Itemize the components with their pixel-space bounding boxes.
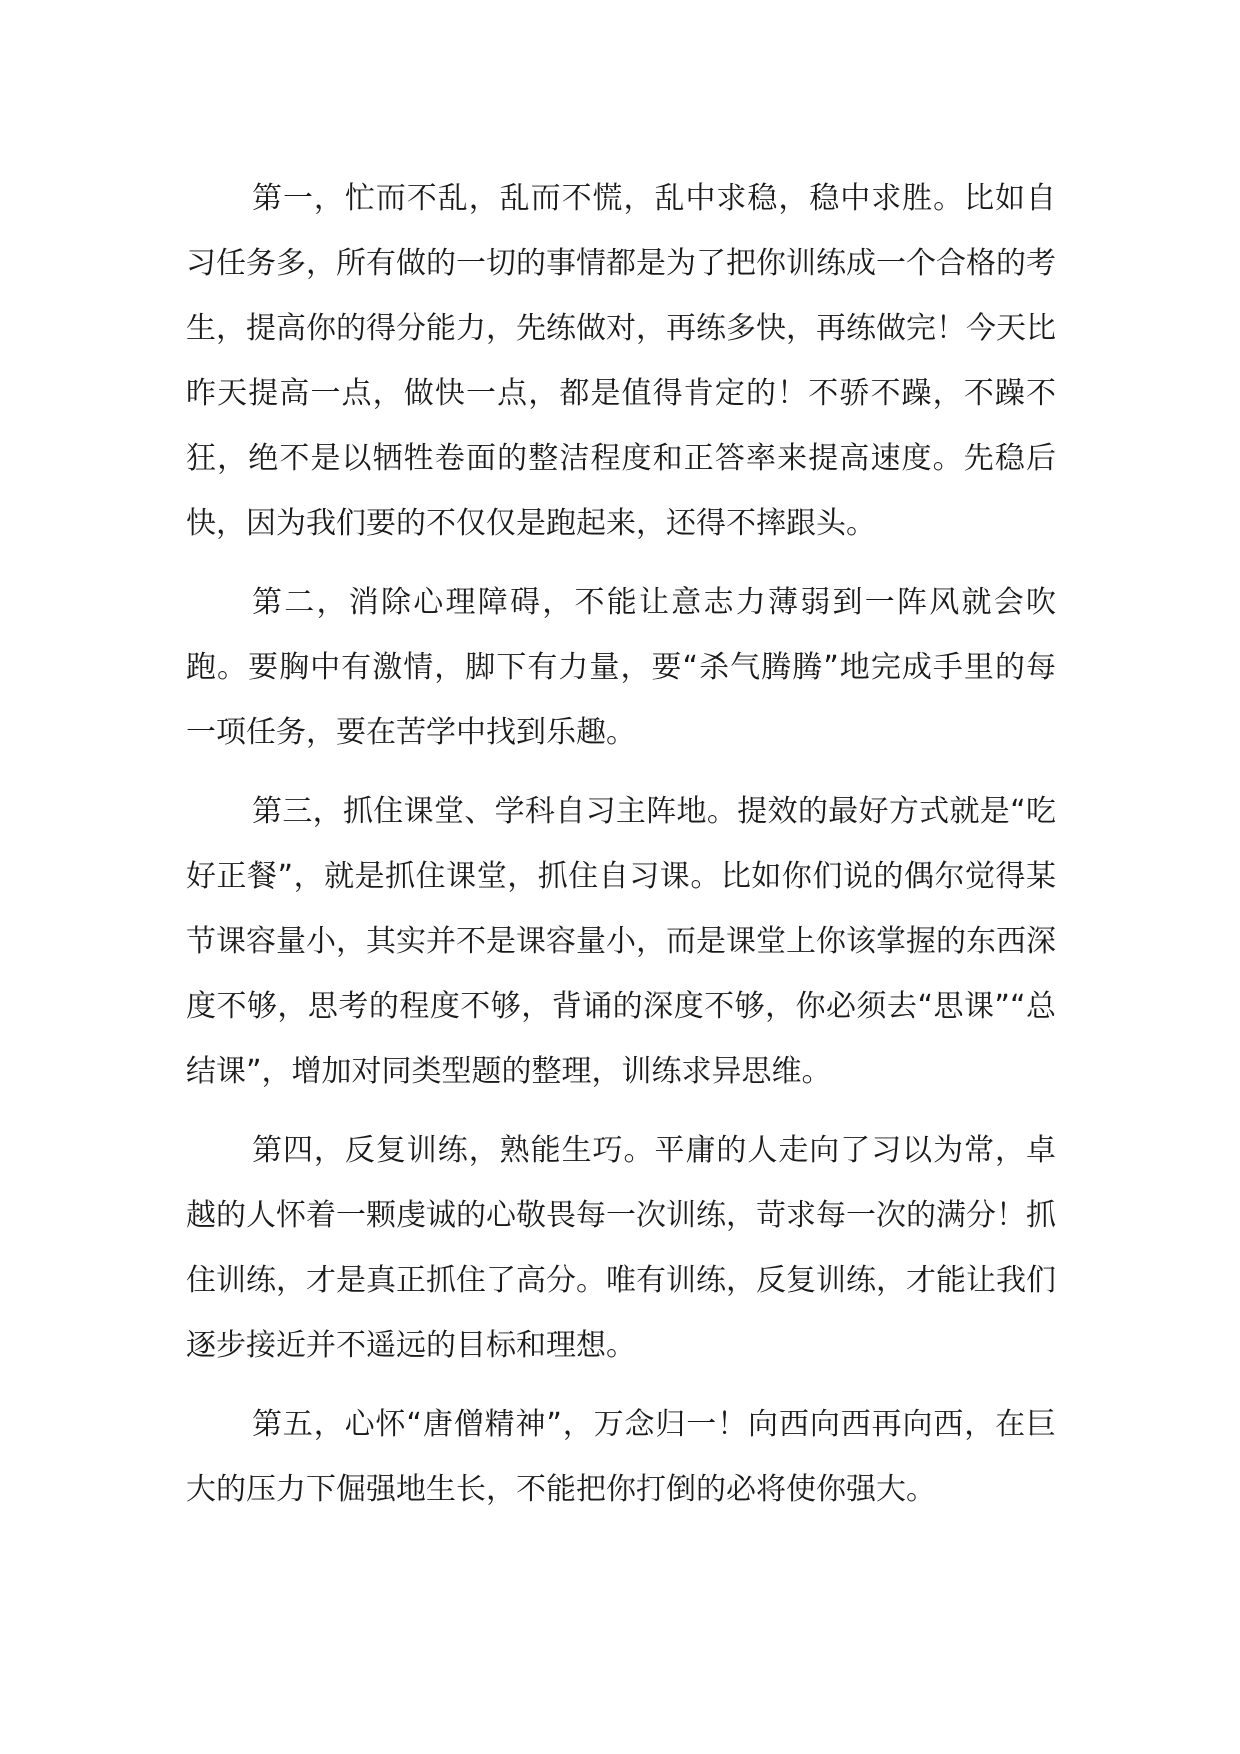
paragraph-5: 第五，心怀“唐僧精神”，万念归一！向西向西再向西，在巨大的压力下倔强地生长，不能把你打倒的必将使你强大。 (186, 1407, 1056, 1507)
paragraph-2: 第二，消除心理障碍，不能让意志力薄弱到一阵风就会吹跑。要胸中有激情，脚下有力量，要“杀气腾腾”地完成手里的每一项任务，要在苦学中找到乐趣。 (186, 585, 1056, 750)
paragraph-4: 第四，反复训练，熟能生巧。平庸的人走向了习以为常，卓越的人怀着一颗虔诚的心敬畏每一次训练，苛求每一次的满分！抓住训练，才是真正抓住了高分。唯有训练，反复训练，才能让我们逐步接近并不遥远的目标和理想。 (186, 1133, 1056, 1363)
document-body (186, 166, 1056, 1536)
paragraph-3: 第三，抓住课堂、学科自习主阵地。提效的最好方式就是“吃好正餐”，就是抓住课堂，抓住自习课。比如你们说的偶尔觉得某节课容量小，其实并不是课容量小，而是课堂上你该掌握的东西深度不够，思考的程度不够，背诵的深度不够，你必须去“思课”“总结课”，增加对同类型题的整理，训练求异思维。 (186, 794, 1056, 1089)
paragraph-1: 第一，忙而不乱，乱而不慌，乱中求稳，稳中求胜。比如自习任务多，所有做的一切的事情都是为了把你训练成一个合格的考生，提高你的得分能力，先练做对，再练多快，再练做完！今天比昨天提高一点，做快一点，都是值得肯定的！不骄不躁，不躁不狂，绝不是以牺牲卷面的整洁程度和正答率来提高速度。先稳后快，因为我们要的不仅仅是跑起来，还得不摔跟头。 (186, 181, 1056, 541)
